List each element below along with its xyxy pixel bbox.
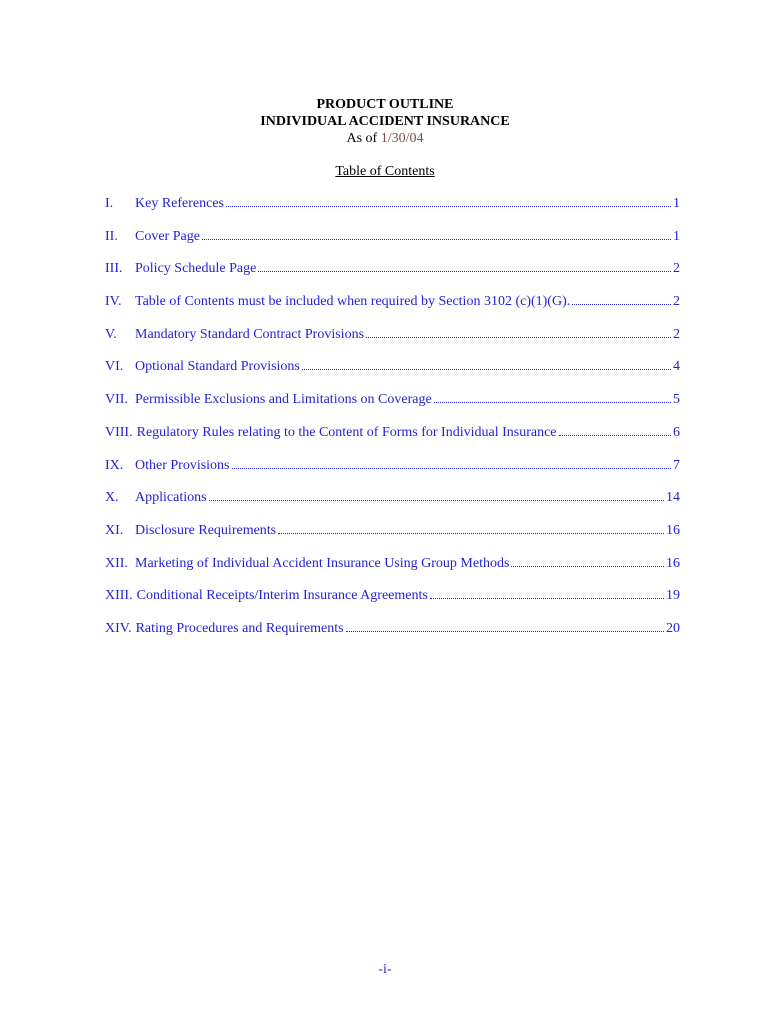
toc-entry-numeral: XIV. <box>105 620 132 636</box>
toc-entry-label: Conditional Receipts/Interim Insurance Agreements <box>136 588 428 604</box>
toc-entry-numeral: VII. <box>105 392 128 408</box>
toc-entry-marketing-group-methods[interactable] <box>105 555 680 588</box>
toc-entry-numeral: III. <box>105 261 123 277</box>
toc-entry-page: 19 <box>666 588 680 604</box>
toc-entry-page: 4 <box>673 359 680 375</box>
toc-entry-mandatory-provisions[interactable] <box>105 326 680 359</box>
toc-entry-label: Marketing of Individual Accident Insurance Using Group Methods <box>135 555 510 571</box>
toc-entry-label: Disclosure Requirements <box>135 522 277 538</box>
toc-entry-label: Rating Procedures and Requirements <box>135 620 344 636</box>
toc-entry-label: Optional Standard Provisions <box>135 359 300 375</box>
toc-dot-leader <box>511 566 664 567</box>
toc-entry-page: 1 <box>673 196 680 211</box>
toc-entry-page: 16 <box>666 522 680 538</box>
toc-entry-label: Permissible Exclusions and Limitations on Coverage <box>135 392 432 408</box>
toc-entry-label: Mandatory Standard Contract Provisions <box>135 326 365 342</box>
document-title: PRODUCT OUTLINE <box>316 97 454 112</box>
toc-entry-table-of-contents[interactable] <box>105 293 680 326</box>
toc-dot-leader <box>202 239 671 240</box>
toc-entry-numeral: XII. <box>105 555 128 571</box>
toc-dot-leader <box>232 468 672 469</box>
toc-entry-numeral: IV. <box>105 294 122 310</box>
toc-dot-leader <box>302 369 671 370</box>
document-header <box>0 96 770 147</box>
toc-entry-label: Policy Schedule Page <box>135 261 257 277</box>
toc-entry-numeral: XIII. <box>105 588 133 604</box>
toc-entry-page: 7 <box>673 457 680 473</box>
toc-entry-label: Applications <box>135 490 207 506</box>
toc-dot-leader <box>258 271 671 272</box>
toc-entry-conditional-receipts[interactable] <box>105 587 680 620</box>
table-of-contents <box>105 195 680 653</box>
as-of-line <box>0 130 770 147</box>
as-of-date: 1/30/04 <box>380 131 424 146</box>
toc-entry-numeral: VIII. <box>105 424 133 440</box>
toc-entry-numeral: II. <box>105 228 118 244</box>
as-of-label: As of <box>346 131 378 146</box>
toc-dot-leader <box>559 435 671 436</box>
toc-entry-applications[interactable] <box>105 489 680 522</box>
page-number: -i- <box>378 962 392 977</box>
toc-entry-numeral: VI. <box>105 359 124 375</box>
toc-entry-label: Key References <box>135 196 225 211</box>
toc-entry-page: 14 <box>666 490 680 506</box>
toc-entry-numeral: V. <box>105 326 117 342</box>
toc-entry-policy-schedule-page[interactable] <box>105 260 680 293</box>
toc-entry-key-references[interactable] <box>105 195 680 228</box>
toc-entry-disclosure-requirements[interactable] <box>105 522 680 555</box>
toc-entry-permissible-exclusions[interactable] <box>105 391 680 424</box>
document-subtitle: INDIVIDUAL ACCIDENT INSURANCE <box>260 114 510 129</box>
toc-entry-label: Regulatory Rules relating to the Content of Forms for Individual Insurance <box>136 424 557 440</box>
toc-heading: Table of Contents <box>335 164 435 179</box>
toc-entry-rating-procedures[interactable] <box>105 620 680 653</box>
toc-entry-label: Table of Contents must be included when required by Section 3102 (c)(1)(G). <box>135 294 571 310</box>
toc-dot-leader <box>346 631 664 632</box>
toc-dot-leader <box>434 402 671 403</box>
toc-entry-other-provisions[interactable] <box>105 457 680 490</box>
toc-entry-regulatory-rules[interactable] <box>105 424 680 457</box>
toc-entry-page: 6 <box>673 424 680 440</box>
toc-entry-page: 5 <box>673 392 680 408</box>
toc-dot-leader <box>209 500 664 501</box>
toc-entry-page: 16 <box>666 555 680 571</box>
toc-dot-leader <box>278 533 664 534</box>
toc-entry-page: 1 <box>673 228 680 244</box>
toc-entry-numeral: X. <box>105 490 119 506</box>
toc-dot-leader <box>430 598 664 599</box>
toc-entry-page: 2 <box>673 294 680 310</box>
toc-entry-numeral: I. <box>105 196 114 211</box>
toc-entry-label: Other Provisions <box>135 457 230 473</box>
toc-dot-leader <box>366 337 671 338</box>
toc-dot-leader <box>572 304 671 305</box>
toc-entry-cover-page[interactable] <box>105 228 680 261</box>
toc-entry-page: 2 <box>673 261 680 277</box>
toc-entry-label: Cover Page <box>135 228 200 244</box>
toc-entry-numeral: XI. <box>105 522 124 538</box>
toc-entry-numeral: IX. <box>105 457 124 473</box>
toc-entry-page: 20 <box>666 620 680 636</box>
toc-entry-page: 2 <box>673 326 680 342</box>
toc-dot-leader <box>226 206 671 207</box>
toc-entry-optional-provisions[interactable] <box>105 358 680 391</box>
